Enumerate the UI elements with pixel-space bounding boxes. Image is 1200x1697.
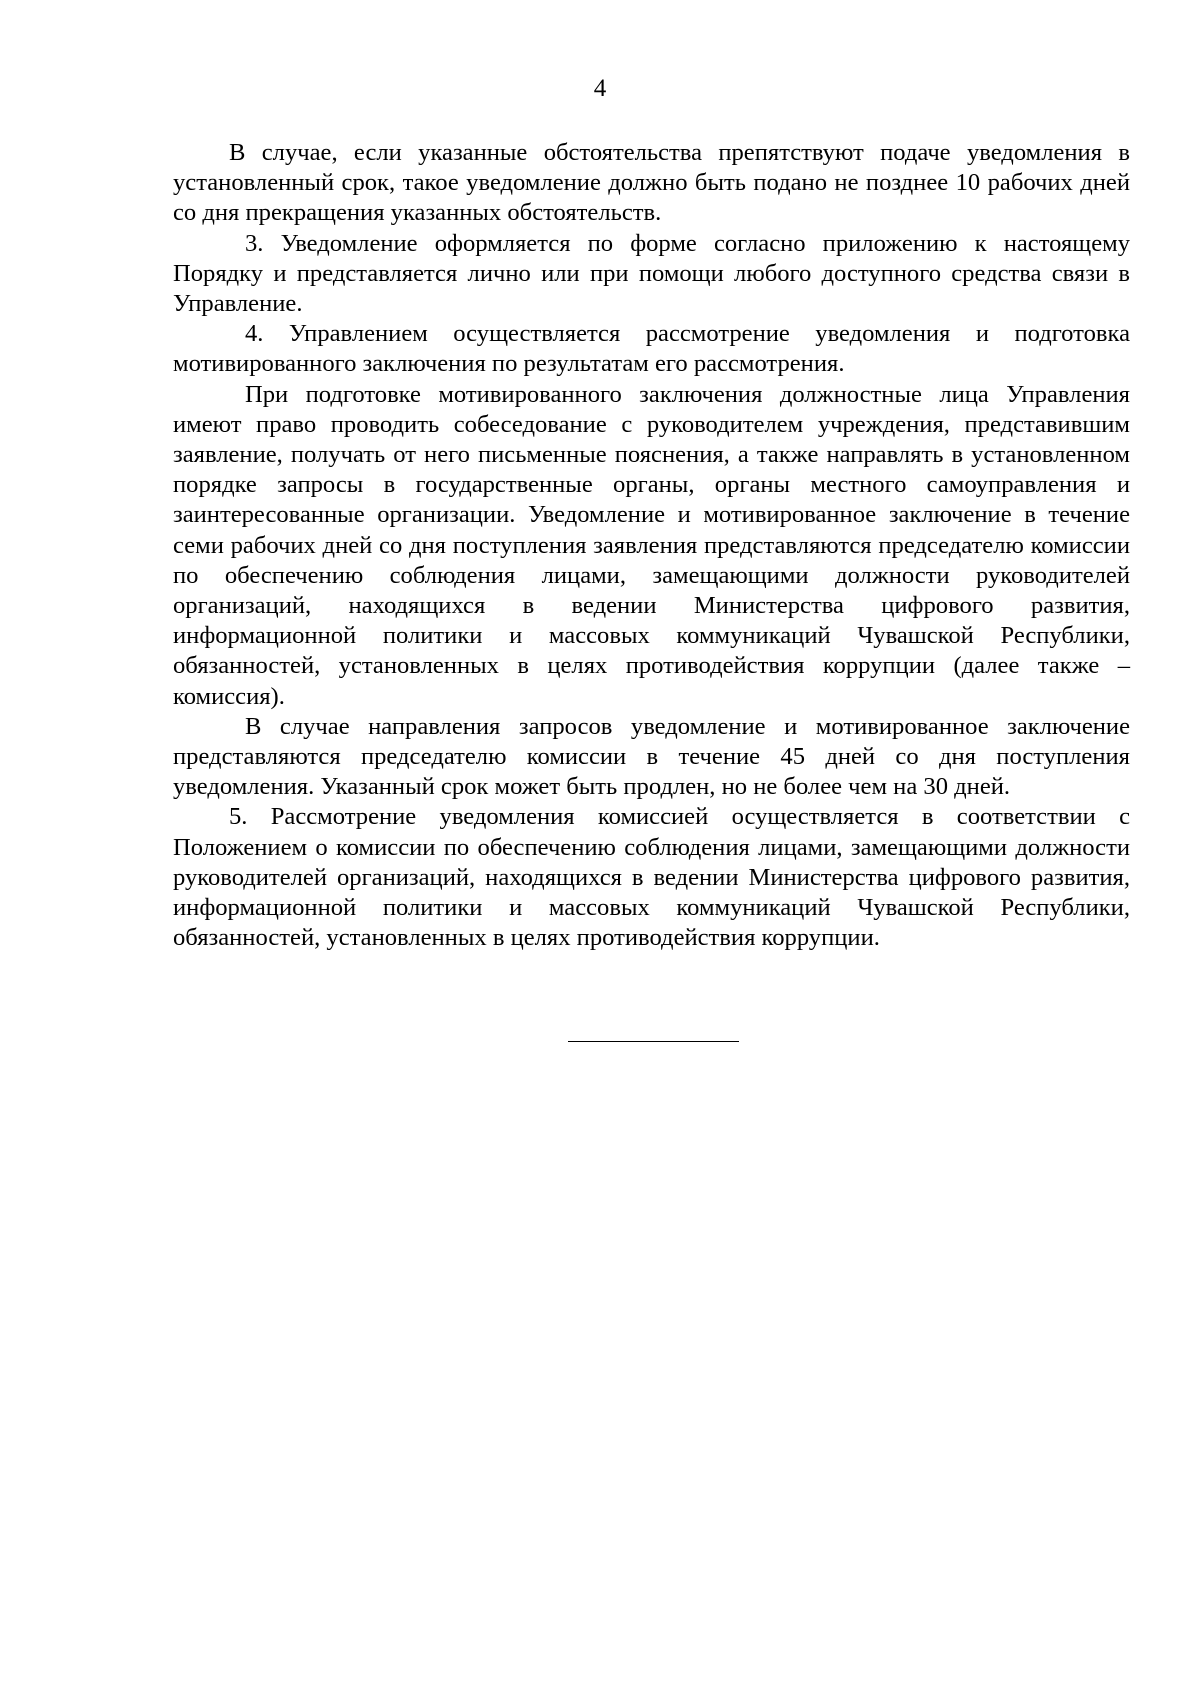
paragraph-preparation: При подготовке мотивированного заключения должностные лица Управления имеют право проводить собеседование с руководителем учреждения, представившим заявление, получать от него письменные пояснения, а также направлять в установленном порядке запросы в государственные органы, органы местного самоуправления и заинтересованные организации. Уведомление и мотивированное заключение в течение семи рабочих дней со дня поступления заявления представляются председателю комиссии по обеспечению соблюдения лицами, замещающими должности руководителей организаций, находящихся в ведении Министерства цифрового развития, информационной политики и массовых коммуникаций Чувашской Республики, обязанностей, установленных в целях противодействия коррупции (далее также – комиссия). xyxy=(173,380,1130,710)
paragraph-item-5: 5. Рассмотрение уведомления комиссией осуществляется в соответствии с Положением о комиссии по обеспечению соблюдения лицами, замещающими должности руководителей организаций, находящихся в ведении Министерства цифрового развития, информационной политики и массовых коммуникаций Чувашской Республики, обязанностей, установленных в целях противодействия коррупции. xyxy=(173,803,1130,952)
paragraph-item-3: 3. Уведомление оформляется по форме согласно приложению к настоящему Порядку и представляется лично или при помощи любого доступного средства связи в Управление. xyxy=(173,229,1130,318)
document-body xyxy=(173,138,1130,953)
end-divider-line xyxy=(568,1041,739,1042)
page-number: 4 xyxy=(593,75,607,102)
paragraph-requests: В случае направления запросов уведомление и мотивированное заключение представляются председателю комиссии в течение 45 дней со дня поступления уведомления. Указанный срок может быть продлен, но не более чем на 30 дней. xyxy=(173,712,1130,801)
paragraph-item-4: 4. Управлением осуществляется рассмотрение уведомления и подготовка мотивированного заключения по результатам его рассмотрения. xyxy=(173,320,1130,378)
paragraph-notice-deadline: В случае, если указанные обстоятельства препятствуют подаче уведомления в установленный срок, такое уведомление должно быть подано не позднее 10 рабочих дней со дня прекращения указанных обстоятельств. xyxy=(173,139,1130,227)
